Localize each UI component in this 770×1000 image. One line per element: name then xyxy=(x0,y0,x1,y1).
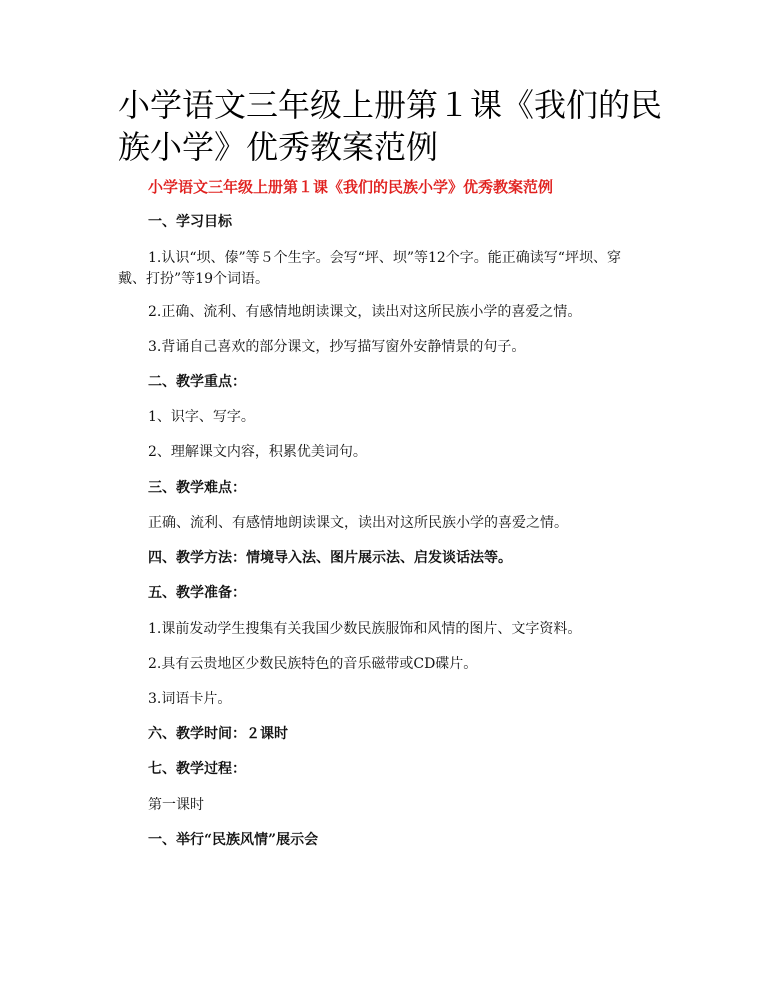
key-2: 2、理解课文内容，积累优美词句。 xyxy=(148,444,367,460)
prep-2: 2.具有云贵地区少数民族特色的音乐磁带或CD碟片。 xyxy=(148,656,478,672)
method-heading: 四、教学方法：情境导入法、图片展示法、启发谈话法等。 xyxy=(148,550,512,566)
prep-3: 3.词语卡片。 xyxy=(148,691,232,707)
goal-2: 2.正确、流利、有感情地朗读课文，读出对这所民族小学的喜爱之情。 xyxy=(148,304,582,320)
step-1-heading: 一、举行“民族风情”展示会 xyxy=(148,832,319,848)
document-title: 小学语文三年级上册第１课《我们的民族小学》优秀教案范例 xyxy=(118,86,663,166)
difficulty-1: 正确、流利、有感情地朗读课文，读出对这所民族小学的喜爱之情。 xyxy=(148,515,568,531)
difficulty-heading: 三、教学难点： xyxy=(148,480,246,496)
goal-3: 3.背诵自己喜欢的部分课文，抄写描写窗外安静情景的句子。 xyxy=(148,339,526,355)
time-heading: 六、教学时间：２课时 xyxy=(148,726,288,742)
lesson-1-label: 第一课时 xyxy=(148,797,204,813)
key-heading: 二、教学重点： xyxy=(148,374,246,390)
key-1: 1、识字、写字。 xyxy=(148,409,255,425)
process-heading: 七、教学过程： xyxy=(148,761,246,777)
prep-1: 1.课前发动学生搜集有关我国少数民族服饰和风情的图片、文字资料。 xyxy=(148,621,582,637)
document-subtitle: 小学语文三年级上册第１课《我们的民族小学》优秀教案范例 xyxy=(148,178,554,196)
goal-1: 1.认识“坝、傣”等５个生字。会写“坪、坝”等12个字。能正确读写“坪坝、穿戴、打扮”等19个词语。 xyxy=(118,250,621,287)
prep-heading: 五、教学准备： xyxy=(148,585,246,601)
goals-heading: 一、学习目标 xyxy=(148,214,232,230)
